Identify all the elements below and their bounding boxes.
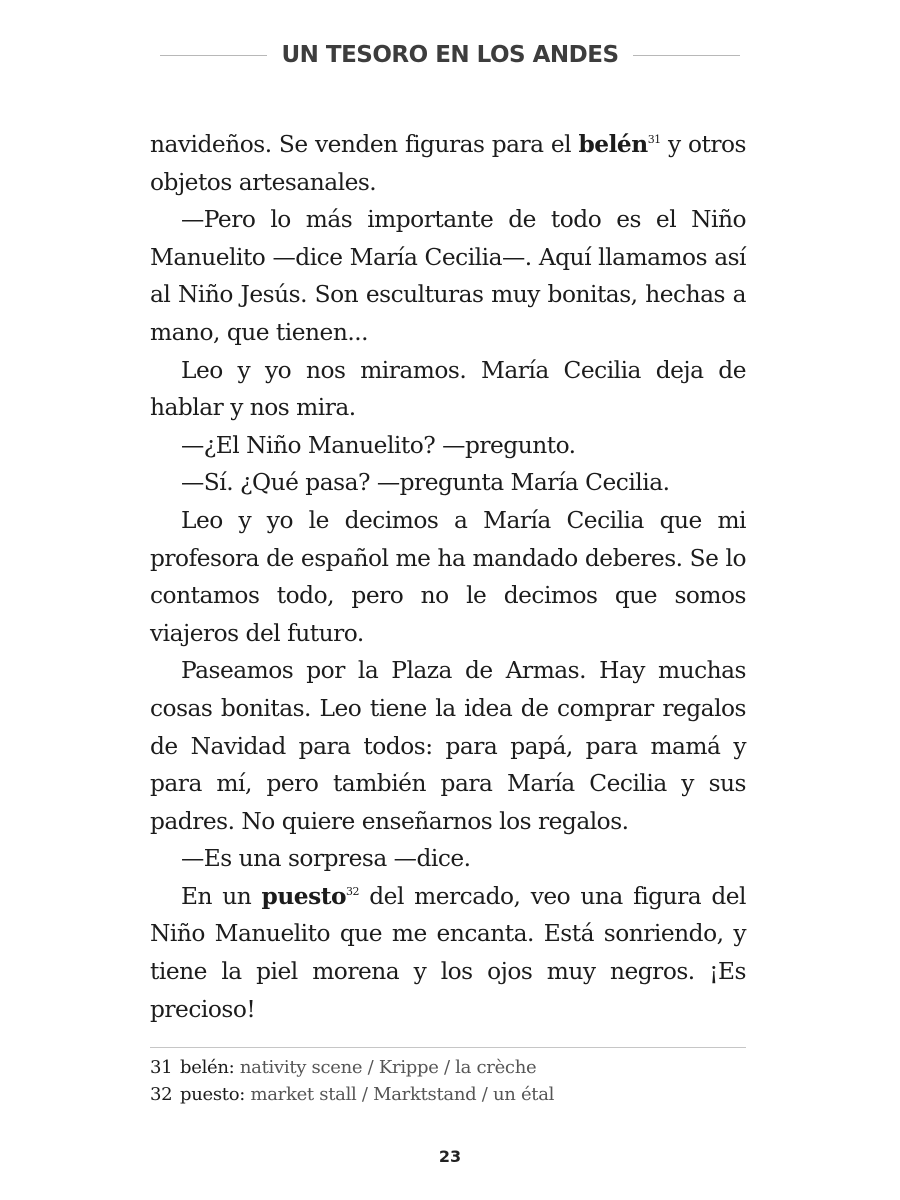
header-rule-right [633, 55, 740, 56]
footnote-term: belén: [180, 1057, 235, 1078]
paragraph [150, 126, 746, 201]
footnote [150, 1081, 746, 1108]
paragraph: —¿El Niño Manuelito? —pregunto. [181, 431, 576, 459]
footnote-term: puesto: [180, 1084, 246, 1105]
footnote-number: 32 [150, 1084, 173, 1105]
paragraph: —Pero lo más importante de todo es el Niño Manuelito —dice María Cecilia—. Aquí llamamos así al Niño Jesús. Son esculturas muy bonitas, hechas a mano, que tienen... [150, 206, 746, 346]
paragraph-text: navideños. Se venden figuras para el [150, 131, 579, 158]
glossary-term: puesto [261, 882, 346, 910]
paragraph-text: del mercado, veo una figura del Niño Manuelito que me encanta. Está sonriendo, y tiene la piel morena y los ojos muy negros. ¡Es precioso! [150, 882, 746, 1023]
paragraph-text: En un [181, 882, 262, 910]
paragraph: Leo y yo le decimos a María Cecilia que mi profesora de español me ha mandado deberes. Se lo contamos todo, pero no le decimos que somos viajeros del futuro. [150, 506, 746, 647]
paragraph [150, 878, 746, 1028]
footnote [150, 1054, 746, 1081]
paragraph: —Sí. ¿Qué pasa? —pregunta María Cecilia. [181, 469, 670, 497]
footnote-definition: nativity scene / Krippe / la crèche [239, 1057, 537, 1078]
paragraph: —Es una sorpresa —dice. [181, 845, 471, 873]
body-text [150, 126, 746, 1028]
book-title: UN TESORO EN LOS ANDES [281, 42, 619, 68]
page-number: 23 [438, 1147, 462, 1166]
footnotes [150, 1047, 746, 1108]
glossary-term: belén [578, 131, 648, 158]
footnote-ref: 32 [346, 884, 359, 898]
paragraph: Leo y yo nos miramos. María Cecilia deja de hablar y nos mira. [150, 356, 746, 422]
header-rule-left [160, 55, 267, 56]
footnote-ref: 31 [647, 133, 661, 146]
paragraph-text: y otros objetos artesanales. [150, 131, 746, 196]
footnote-number: 31 [150, 1057, 173, 1078]
footnote-definition: market stall / Marktstand / un étal [250, 1084, 555, 1105]
paragraph: Paseamos por la Plaza de Armas. Hay muchas cosas bonitas. Leo tiene la idea de comprar regalos de Navidad para todos: para papá, para mamá y para mí, pero también para María Cecilia y sus padres. No quiere enseñarnos los regalos. [150, 657, 746, 835]
running-header [160, 42, 740, 68]
